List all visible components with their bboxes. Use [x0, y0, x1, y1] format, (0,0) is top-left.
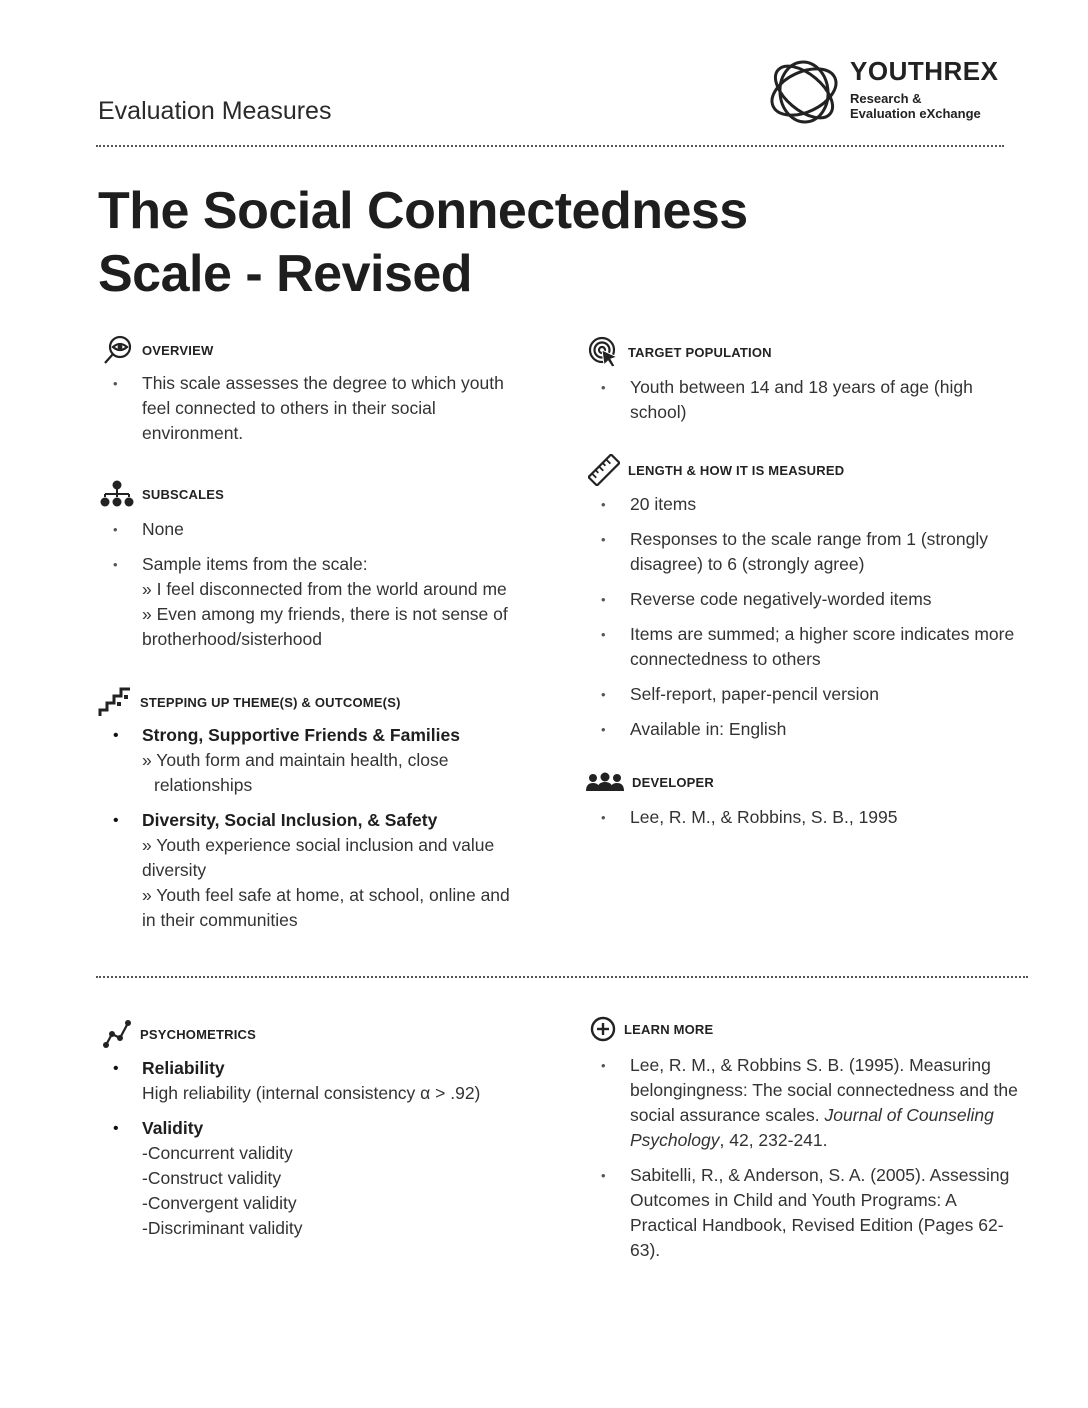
list-item: • This scale assesses the degree to which youth feel connected to others in their social environment.: [98, 371, 518, 446]
overview-label: OVERVIEW: [142, 342, 214, 358]
list-item: • Lee, R. M., & Robbins, S. B., 1995: [586, 805, 986, 830]
reliability-label: • Reliability: [142, 1058, 225, 1078]
theme-2-outcome-2: » Youth feel safe at home, at school, online and in their communities: [142, 885, 510, 930]
overview-list: [98, 371, 518, 456]
list-item: • Responses to the scale range from 1 (strongly disagree) to 6 (strongly agree): [586, 527, 1026, 577]
developer-list: [586, 805, 986, 840]
psychometrics-list: [98, 1056, 528, 1251]
stepping-up-label: STEPPING UP THEME(S) & OUTCOME(S): [140, 694, 401, 710]
list-item: • Reverse code negatively-worded items: [586, 587, 1026, 612]
list-item: [98, 1056, 528, 1106]
list-item: [98, 808, 528, 933]
plus-circle-icon: [590, 1016, 616, 1042]
learn-more-list: [586, 1053, 1024, 1273]
list-item: [98, 723, 528, 798]
stepping-up-list: [98, 723, 528, 943]
developer-heading: [586, 772, 714, 792]
hierarchy-icon: [100, 480, 134, 508]
page-title: [98, 180, 748, 306]
top-divider: [96, 145, 1004, 147]
overview-heading: [102, 334, 213, 366]
logo-sub-line-2: Evaluation eXchange: [850, 106, 981, 121]
trend-line-icon: [102, 1019, 132, 1049]
validity-item: -Concurrent validity: [142, 1143, 293, 1163]
theme-2-outcome-1: » Youth experience social inclusion and value diversity: [142, 835, 495, 880]
youthrex-logo: [766, 56, 1016, 128]
list-item: • Sabitelli, R., & Anderson, S. A. (2005). Assessing Outcomes in Child and Youth Programs: A Practical Handbook, Revised Edition (Pages 62-63).: [586, 1163, 1024, 1263]
magnifier-eye-icon: [102, 334, 134, 366]
reliability-text: High reliability (internal consistency α > .92): [142, 1083, 481, 1103]
logo-sub-line-1: Research &: [850, 91, 922, 106]
subscales-label: SUBSCALES: [142, 486, 224, 502]
validity-item: -Discriminant validity: [142, 1218, 303, 1238]
theme-2: • Diversity, Social Inclusion, & Safety: [142, 810, 438, 830]
length-heading: [588, 454, 844, 486]
list-item: [586, 1053, 1024, 1153]
list-item: • Youth between 14 and 18 years of age (high school): [586, 375, 986, 425]
validity-item: -Convergent validity: [142, 1193, 297, 1213]
people-group-icon: [586, 772, 624, 792]
orbit-logo-icon: [766, 56, 842, 128]
validity-item: -Construct validity: [142, 1168, 282, 1188]
theme-1-outcome-1: » Youth form and maintain health, close relationships: [142, 750, 449, 795]
category-label: Evaluation Measures: [98, 97, 332, 125]
list-item: • Self-report, paper-pencil version: [586, 682, 1026, 707]
target-population-heading: [588, 336, 772, 368]
list-item: [98, 552, 528, 652]
validity-label: • Validity: [142, 1118, 204, 1138]
length-label: LENGTH & HOW IT IS MEASURED: [628, 462, 845, 478]
sample-item-1: » I feel disconnected from the world around me: [142, 579, 507, 599]
length-list: [586, 492, 1026, 752]
psychometrics-heading: [102, 1019, 256, 1049]
stairs-icon: [98, 686, 132, 718]
stepping-up-heading: [98, 686, 401, 718]
learn-more-heading: [590, 1016, 713, 1042]
target-population-label: TARGET POPULATION: [628, 344, 772, 360]
learn-more-label: LEARN MORE: [624, 1021, 714, 1037]
logo-name: YOUTHREX: [850, 56, 999, 86]
list-item: • 20 items: [586, 492, 1026, 517]
developer-label: DEVELOPER: [632, 774, 714, 790]
target-icon: [588, 336, 620, 368]
list-item: • Available in: English: [586, 717, 1026, 742]
ruler-icon: [588, 454, 620, 486]
middle-divider: [96, 976, 1028, 978]
target-population-list: [586, 375, 986, 435]
list-item: • None: [98, 517, 528, 542]
subscales-list: [98, 517, 528, 662]
logo-subtitle: [850, 91, 981, 121]
list-item: [98, 1116, 528, 1241]
reference-1-journal: Journal of Counseling Psychology: [630, 1105, 994, 1150]
theme-1: • Strong, Supportive Friends & Families: [142, 725, 460, 745]
psychometrics-label: PSYCHOMETRICS: [140, 1026, 257, 1042]
subscales-heading: [100, 480, 224, 508]
sample-items-intro: • Sample items from the scale:: [142, 554, 368, 574]
reference-1-tail: , 42, 232-241.: [719, 1130, 828, 1150]
sample-item-2: » Even among my friends, there is not sense of brotherhood/sisterhood: [142, 604, 508, 649]
title-line-1: The Social Connectedness: [98, 182, 748, 240]
reference-1-text: Lee, R. M., & Robbins S. B. (1995). Measuring belongingness: The social connectedness and the social assurance scales.: [630, 1055, 1018, 1125]
title-line-2: Scale - Revised: [98, 245, 473, 303]
list-item: • Items are summed; a higher score indicates more connectedness to others: [586, 622, 1026, 672]
